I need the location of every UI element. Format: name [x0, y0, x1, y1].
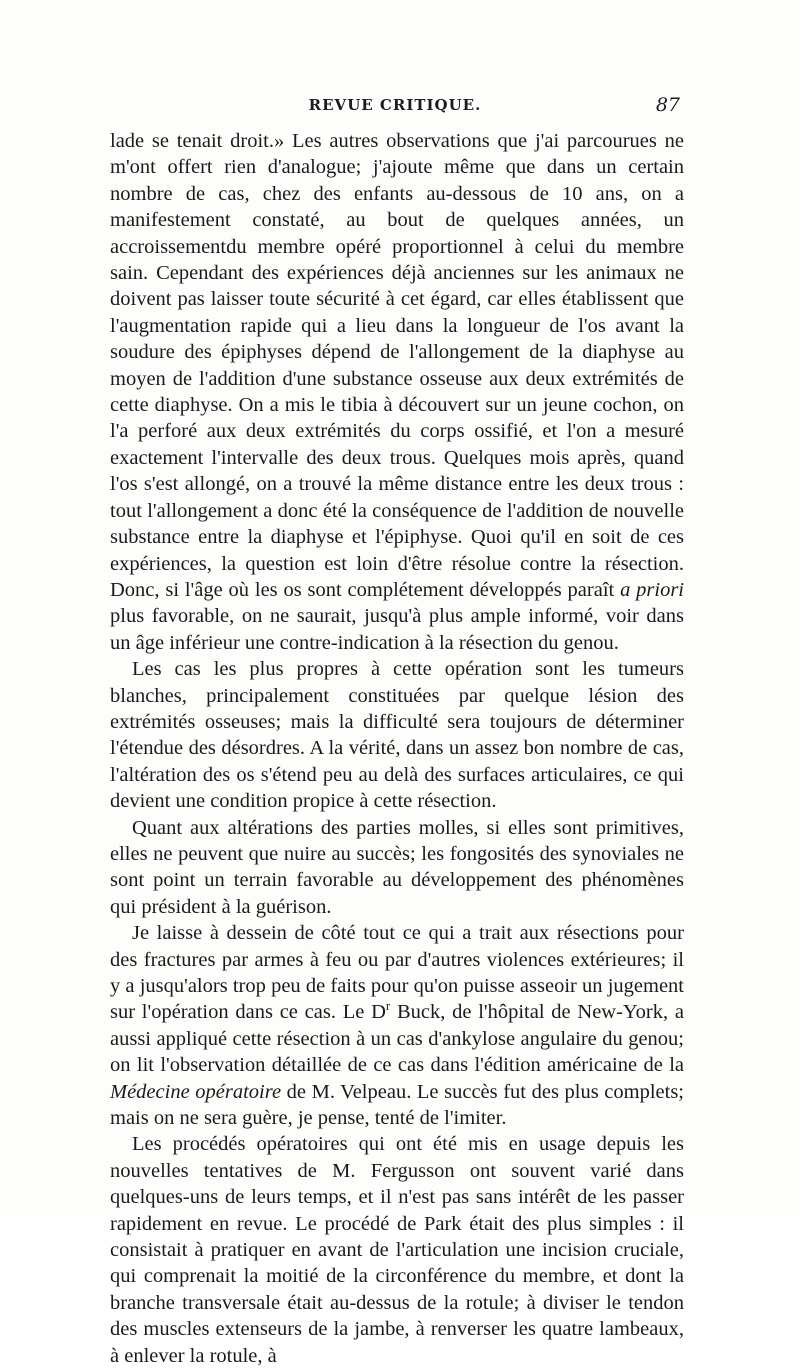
paragraph-5: Les procédés opératoires qui ont été mis en usage depuis les nouvelles tentatives de M. Fergusson ont souvent varié dans quelques-uns de leurs temps, et il n'est pas sans intérêt de les passer rapidement en revue. Le procédé de Park était des plus simples : il consistait à pratiquer en avant de l'articulation une incision cruciale, qui comprenait la moitié de la circonférence du membre, et dont la branche transversale était au-dessus de la rotule; à diviser le tendon des muscles extenseurs de la jambe, à renverser les quatre lambeaux, à enlever la rotule, à: [110, 1133, 684, 1367]
paragraph-4-after: de M. Velpeau. Le succès fut des plus complets; mais on ne sera guère, je pense, tenté de l'imiter.: [110, 1080, 684, 1130]
running-title: REVUE CRITIQUE.: [308, 96, 482, 114]
paragraph-3: Quant aux altérations des parties molles, si elles sont primitives, elles ne peuvent que nuire au succès; les fongosités des synoviales ne sont point un terrain favorable au développement des phénomènes qui président à la guérison.: [110, 816, 684, 918]
paragraph-1-text: lade se tenait droit.» Les autres observations que j'ai parcourues ne m'ont offert rien d'analogue; j'ajoute même que dans un certain nombre de cas, chez des enfants au-dessous de 10 ans, on a manifestement constaté, au bout de quelques années, un accroissementdu membre opéré proportionnel à celui du membre sain. Cependant des expériences déjà anciennes sur les animaux ne doivent pas laisser toute sécurité à cet égard, car elles établissent que l'augmentation rapide qui a lieu dans la longueur de l'os avant la soudure des épiphyses dépend de l'allongement de la diaphyse au moyen de l'addition d'une substance osseuse aux deux extrémités de cette diaphyse. On a mis le tibia à découvert sur un jeune cochon, on l'a perforé aux deux extrémités du corps ossifié, et l'on a mesuré exactement l'intervalle des deux trous. Quelques mois après, quand l'os s'est allongé, on a trouvé la même distance entre les deux trous : tout l'allongement a donc été la conséquence de l'addition de nouvelle substance entre la diaphyse et l'épiphyse. Quoi qu'il en soit de ces expériences, la question est loin d'être résolue contre la résection. Donc, si l'âge où les os sont complétement développés paraît: [110, 130, 684, 601]
paragraph-1: [110, 128, 684, 656]
paragraph-4-middle: Buck, de l'hôpital de New-York, a aussi appliqué cette résection à un cas d'ankylose angulaire du genou; on lit l'observation détaillée de ce cas dans l'édition américaine de la: [110, 1001, 684, 1077]
paragraph-4: [110, 920, 684, 1131]
paragraph-1-italic: a priori: [620, 578, 684, 601]
paragraph-2: Les cas les plus propres à cette opération sont les tumeurs blanches, principalement constituées par quelque lésion des extrémités osseuses; mais la difficulté sera toujours de déterminer l'étendue des désordres. A la vérité, dans un assez bon nombre de cas, l'altération des os s'étend peu au delà des surfaces articulaires, ce qui devient une condition propice à cette résection.: [110, 658, 684, 813]
body-text: [110, 128, 684, 1369]
paragraph-4-italic: Médecine opératoire: [110, 1080, 282, 1103]
paragraph-4-before: Je laisse à dessein de côté tout ce qui a trait aux résections pour des fractures par armes à feu ou par d'autres violences extérieures; il y a jusqu'alors trop peu de faits pour qu'on puisse asseoir un jugement sur l'opération dans ce cas. Le D: [110, 922, 684, 1024]
paragraph-1-after: plus favorable, on ne saurait, jusqu'à plus ample informé, voir dans un âge inférieur une contre-indication à la résection du genou.: [110, 605, 684, 654]
page-number: 87: [655, 94, 680, 116]
page-header: [110, 96, 680, 124]
paragraph-4-sup: r: [385, 998, 391, 1014]
